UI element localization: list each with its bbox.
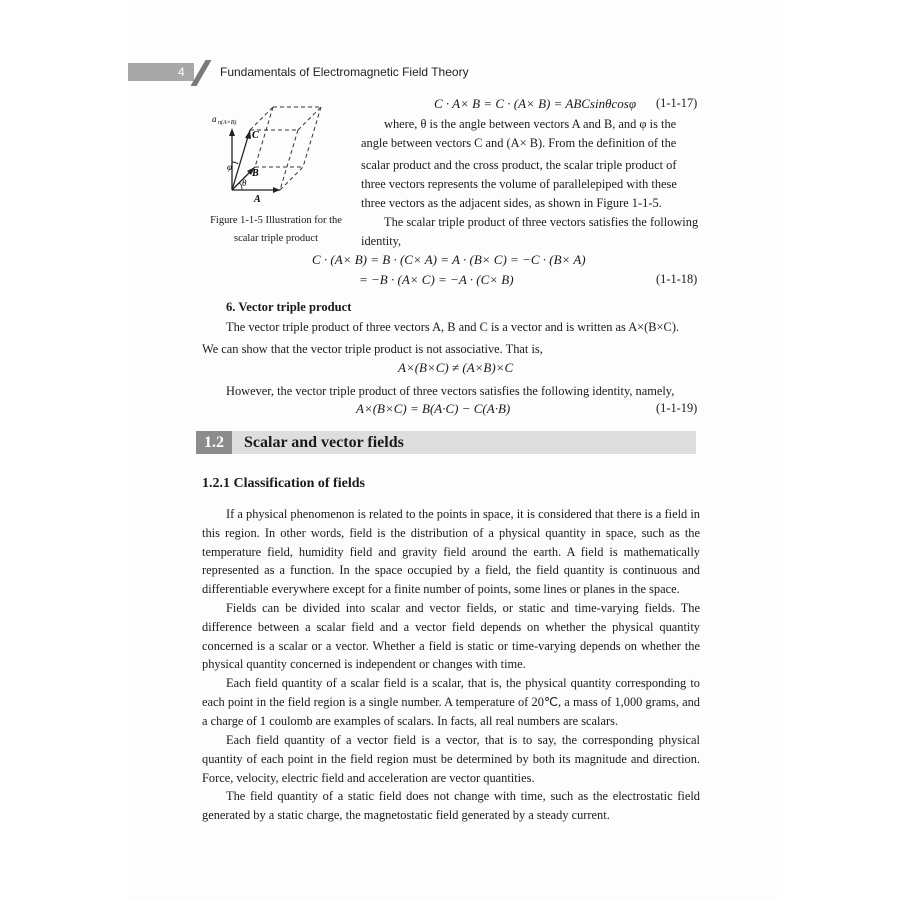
intro-line-4: three vectors represents the volume of parallelepiped with these [361, 177, 677, 191]
figure-caption-line2: scalar triple product [234, 233, 318, 244]
normal-label: a [212, 114, 217, 124]
section-number: 1.2 [196, 431, 232, 454]
label-theta: θ [242, 178, 247, 188]
normal-subscript: n(A×B) [218, 120, 237, 126]
intro-line-1: where, θ is the angle between vectors A and B, and φ is the [384, 117, 677, 131]
vector-triple-line2: We can show that the vector triple product is not associative. That is, [202, 342, 543, 356]
paragraph-3 [202, 674, 700, 730]
equation-1-1-18-line2: = −B · (A× C) = −A · (C× B) [359, 272, 514, 287]
equation-1-1-17: C · A× B = C · (A× B) = ABCsinθcosφ [434, 96, 637, 111]
intro-line-6: The scalar triple product of three vectors satisfies the following [384, 215, 699, 229]
intro-line-3: scalar product and the cross product, the scalar triple product of [361, 158, 677, 172]
paragraph-1-text: If a physical phenomenon is related to the points in space, it is considered that there is a field in this region. In other words, field is the distribution of a physical quantity in space, such as the temperature field, humidity field and gravity field around the earth. A field is mathematically represented as a function. In the space occupied by a field, the field quantity is continuous and differentiable everywhere except for a finite number of points, some lines or planes in the space. [202, 507, 700, 597]
paragraph-1 [202, 505, 700, 599]
section-title: Scalar and vector fields [244, 434, 404, 451]
subsection-title: 1.2.1 Classification of fields [202, 476, 365, 491]
label-b: B [252, 168, 259, 179]
vector-triple-line3: However, the vector triple product of three vectors satisfies the following identity, namely, [226, 384, 675, 398]
vector-a-arrow [273, 187, 280, 193]
parallelepiped-dashed-edges [250, 107, 321, 190]
vector-triple-line1: The vector triple product of three vectors A, B and C is a vector and is written as A×(B×C). [226, 320, 680, 334]
non-associative-expression: A×(B×C) ≠ (A×B)×C [398, 360, 514, 375]
page-number: 4 [178, 65, 185, 79]
intro-line-7: identity, [361, 234, 402, 248]
figure-caption [196, 212, 356, 248]
label-c: C [252, 130, 259, 141]
paragraph-4 [202, 731, 700, 787]
running-title: Fundamentals of Electromagnetic Field Theory [220, 65, 469, 79]
equation-number-19: (1-1-19) [656, 401, 698, 415]
intro-line-5: three vectors as the adjacent sides, as shown in Figure 1-1-5. [361, 196, 662, 210]
figure-caption-line1: Figure 1-1-5 Illustration for the [210, 215, 342, 226]
label-a: A [254, 194, 261, 205]
normal-vector-arrow [229, 128, 235, 136]
phi-arc [232, 162, 238, 164]
vector-triple-heading: 6. Vector triple product [226, 300, 352, 314]
equation-1-1-18-line1: C · (A× B) = B · (C× A) = A · (B× C) = −C · (B× A) [312, 252, 586, 267]
paragraph-2-text: Fields can be divided into scalar and vector fields, or static and time-varying fields. The difference between a scalar field and a vector field depends on whether the physical quantity concerned is a scalar or a vector. Whether a field is static or time-varying depends on whether the physical quantity concerned is independent or changes with time. [202, 601, 700, 672]
parallelepiped-figure [210, 92, 350, 207]
equation-number-18: (1-1-18) [656, 272, 698, 286]
equation-number-17: (1-1-17) [656, 96, 698, 110]
equation-1-1-19: A×(B×C) = B(A·C) − C(A·B) [356, 401, 511, 416]
intro-line-2: angle between vectors C and (A× B). From the definition of the [361, 136, 677, 150]
label-phi: φ [227, 162, 232, 172]
paragraph-2 [202, 599, 700, 674]
paragraph-3-text: Each field quantity of a scalar field is a scalar, that is, the physical quantity corresponding to each point in the field region is a single number. A temperature of 20℃, a mass of 1,000 grams, and a charge of 1 coulomb are examples of scalars. In facts, all real numbers are scalars. [202, 676, 700, 728]
paragraph-5-text: The field quantity of a static field does not change with time, such as the electrostatic field generated by a static charge, the magnetostatic field generated by a steady current. [202, 789, 700, 822]
vector-c-arrow [245, 130, 251, 139]
paragraph-4-text: Each field quantity of a vector field is a vector, that is to say, the corresponding physical quantity of each point in the field region must be determined by both its magnitude and direction. Force, velocity, electric field and acceleration are vector quantities. [202, 733, 700, 785]
paragraph-5 [202, 787, 700, 825]
